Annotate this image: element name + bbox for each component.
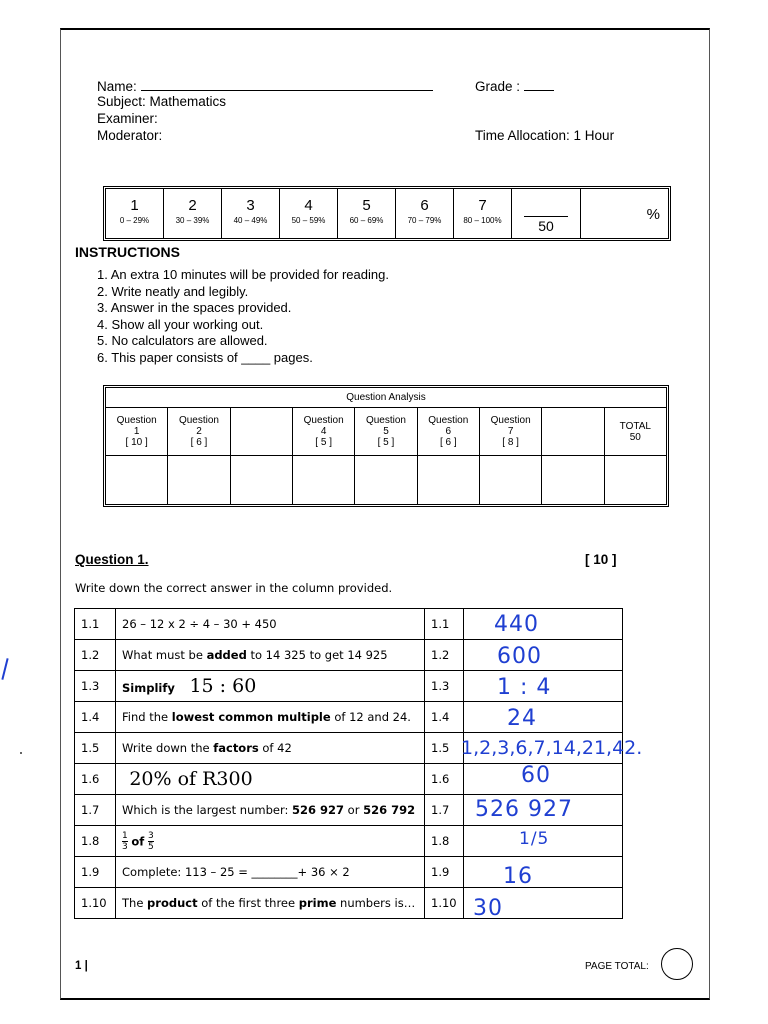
handwritten-ratio: 15 : 60 xyxy=(189,675,257,697)
subject-line: Subject: Mathematics xyxy=(97,94,227,109)
qa-score-cell xyxy=(168,456,230,505)
q-ref: 1.8 xyxy=(425,826,464,857)
q-text: What must be added to 14 325 to get 14 925 xyxy=(116,640,425,671)
answer-cell[interactable] xyxy=(464,640,623,671)
exam-page xyxy=(60,28,710,1000)
level-cell: 7 80 – 100% xyxy=(454,189,512,239)
level-cell: 3 40 – 49% xyxy=(222,189,280,239)
answer-cell[interactable] xyxy=(464,857,623,888)
name-label: Name: xyxy=(97,79,137,94)
instruction-item: 4. Show all your working out. xyxy=(97,316,264,332)
instruction-item: 3. Answer in the spaces provided. xyxy=(97,300,292,315)
q-ref: 1.7 xyxy=(425,795,464,826)
qa-score-cell xyxy=(106,456,168,505)
qa-header-cell: Question 6 [ 6 ] xyxy=(417,408,479,456)
q-number: 1.3 xyxy=(75,671,116,702)
qa-header-cell: Question 4 [ 5 ] xyxy=(292,408,354,456)
q-text: 26 – 12 x 2 ÷ 4 – 30 + 450 xyxy=(116,609,425,640)
instruction-item: 1. An extra 10 minutes will be provided for reading. xyxy=(97,267,389,282)
percent-cell xyxy=(581,189,669,239)
q-text: Complete: 113 – 25 = ________+ 36 × 2 xyxy=(116,857,425,888)
page-number: 1 | xyxy=(75,960,88,972)
qa-total-cell: TOTAL 50 xyxy=(604,408,666,456)
q-text: $\frac{1}{3}$ of $\frac{3}{5}$ xyxy=(116,826,425,857)
grade-blank xyxy=(524,78,554,91)
qa-header-cell xyxy=(542,408,604,456)
table-row xyxy=(75,702,623,733)
q-ref: 1.2 xyxy=(425,640,464,671)
percent-sign: % xyxy=(646,206,660,223)
qa-header-cell: Question 7 [ 8 ] xyxy=(479,408,541,456)
fraction-three-fifths: $\frac{3}{5}$ xyxy=(147,830,154,852)
q-text: Simplify 15 : 60 xyxy=(116,671,425,702)
q-ref: 1.3 xyxy=(425,671,464,702)
handwritten-answer: 440 xyxy=(494,612,539,637)
qa-score-cell xyxy=(417,456,479,505)
q-text: Find the lowest common multiple of 12 and 24. xyxy=(116,702,425,733)
handwritten-answer: 24 xyxy=(507,706,537,731)
name-line xyxy=(97,78,433,96)
stray-dot xyxy=(20,752,22,754)
handwritten-answer: 526 927 xyxy=(475,797,573,822)
q-number: 1.8 xyxy=(75,826,116,857)
level-cell: 6 70 – 79% xyxy=(396,189,454,239)
qa-score-cell xyxy=(230,456,292,505)
instructions-title: INSTRUCTIONS xyxy=(75,244,180,260)
q-ref: 1.1 xyxy=(425,609,464,640)
fraction-one-third: $\frac{1}{3}$ xyxy=(122,830,128,852)
instruction-item: 2. Write neatly and legibly. xyxy=(97,283,249,299)
instruction-item: 6. This paper consists of ____ pages. xyxy=(97,349,313,365)
q-number: 1.7 xyxy=(75,795,116,826)
score-cell xyxy=(512,189,581,239)
handwritten-answer: 30 xyxy=(473,896,503,921)
answer-cell[interactable] xyxy=(464,702,623,733)
time-allocation: Time Allocation: 1 Hour xyxy=(475,128,615,143)
qa-header-cell: Question 5 [ 5 ] xyxy=(355,408,417,456)
handwritten-answer: 60 xyxy=(521,763,551,788)
handwritten-question: 20% of R300 xyxy=(129,768,253,790)
wavy-separator xyxy=(75,524,687,530)
q-ref: 1.5 xyxy=(425,733,464,764)
handwritten-answer: 1 : 4 xyxy=(497,675,552,700)
question-analysis-title: Question Analysis xyxy=(106,388,667,408)
instruction-item: 5. No calculators are allowed. xyxy=(97,333,268,348)
name-blank xyxy=(141,78,433,91)
table-row xyxy=(75,857,623,888)
qa-header-cell xyxy=(230,408,292,456)
q-ref: 1.4 xyxy=(425,702,464,733)
grade-table xyxy=(103,186,671,241)
question1-title: Question 1. xyxy=(75,552,149,567)
handwritten-answer: 600 xyxy=(497,644,542,669)
q-number: 1.4 xyxy=(75,702,116,733)
table-row xyxy=(75,888,623,919)
q-number: 1.10 xyxy=(75,888,116,919)
q-ref: 1.6 xyxy=(425,764,464,795)
grade-line xyxy=(475,78,554,96)
qa-score-cell xyxy=(542,456,604,505)
level-cell: 4 50 – 59% xyxy=(280,189,338,239)
q-number: 1.6 xyxy=(75,764,116,795)
page-total-circle[interactable] xyxy=(661,948,693,980)
question1-instruction: Write down the correct answer in the column provided. xyxy=(75,581,393,595)
q-ref: 1.10 xyxy=(425,888,464,919)
q-text: Write down the factors of 42 xyxy=(116,733,425,764)
q-number: 1.1 xyxy=(75,609,116,640)
qa-header-cell: Question 1 [ 10 ] xyxy=(106,408,168,456)
q-number: 1.9 xyxy=(75,857,116,888)
qa-score-cell xyxy=(604,456,666,505)
handwritten-answer: 1,2,3,6,7,14,21,42. xyxy=(461,737,643,759)
table-row xyxy=(75,609,623,640)
level-cell: 2 30 – 39% xyxy=(164,189,222,239)
level-cell: 1 0 – 29% xyxy=(106,189,164,239)
q-ref: 1.9 xyxy=(425,857,464,888)
grade-label: Grade : xyxy=(475,79,521,94)
q-text: The product of the first three prime numbers is… xyxy=(116,888,425,919)
moderator-line: Moderator: xyxy=(97,128,163,143)
question1-marks: [ 10 ] xyxy=(585,552,617,567)
handwritten-answer: 16 xyxy=(503,864,533,889)
q-text xyxy=(116,764,425,795)
instructions-list xyxy=(97,267,389,366)
q-text: Which is the largest number: 526 927 or 526 792 xyxy=(116,795,425,826)
handwritten-answer: 1/5 xyxy=(519,829,550,849)
q-number: 1.2 xyxy=(75,640,116,671)
qa-score-cell xyxy=(355,456,417,505)
question-analysis-table xyxy=(103,385,669,507)
qa-score-cell xyxy=(292,456,354,505)
answer-cell[interactable] xyxy=(464,609,623,640)
level-cell: 5 60 – 69% xyxy=(338,189,396,239)
page-total-label: PAGE TOTAL: xyxy=(585,961,649,972)
examiner-line: Examiner: xyxy=(97,111,158,126)
score-denominator: 50 xyxy=(524,216,568,235)
stray-pen-mark xyxy=(1,658,8,680)
qa-header-cell: Question 2 [ 6 ] xyxy=(168,408,230,456)
qa-score-cell xyxy=(479,456,541,505)
q-number: 1.5 xyxy=(75,733,116,764)
